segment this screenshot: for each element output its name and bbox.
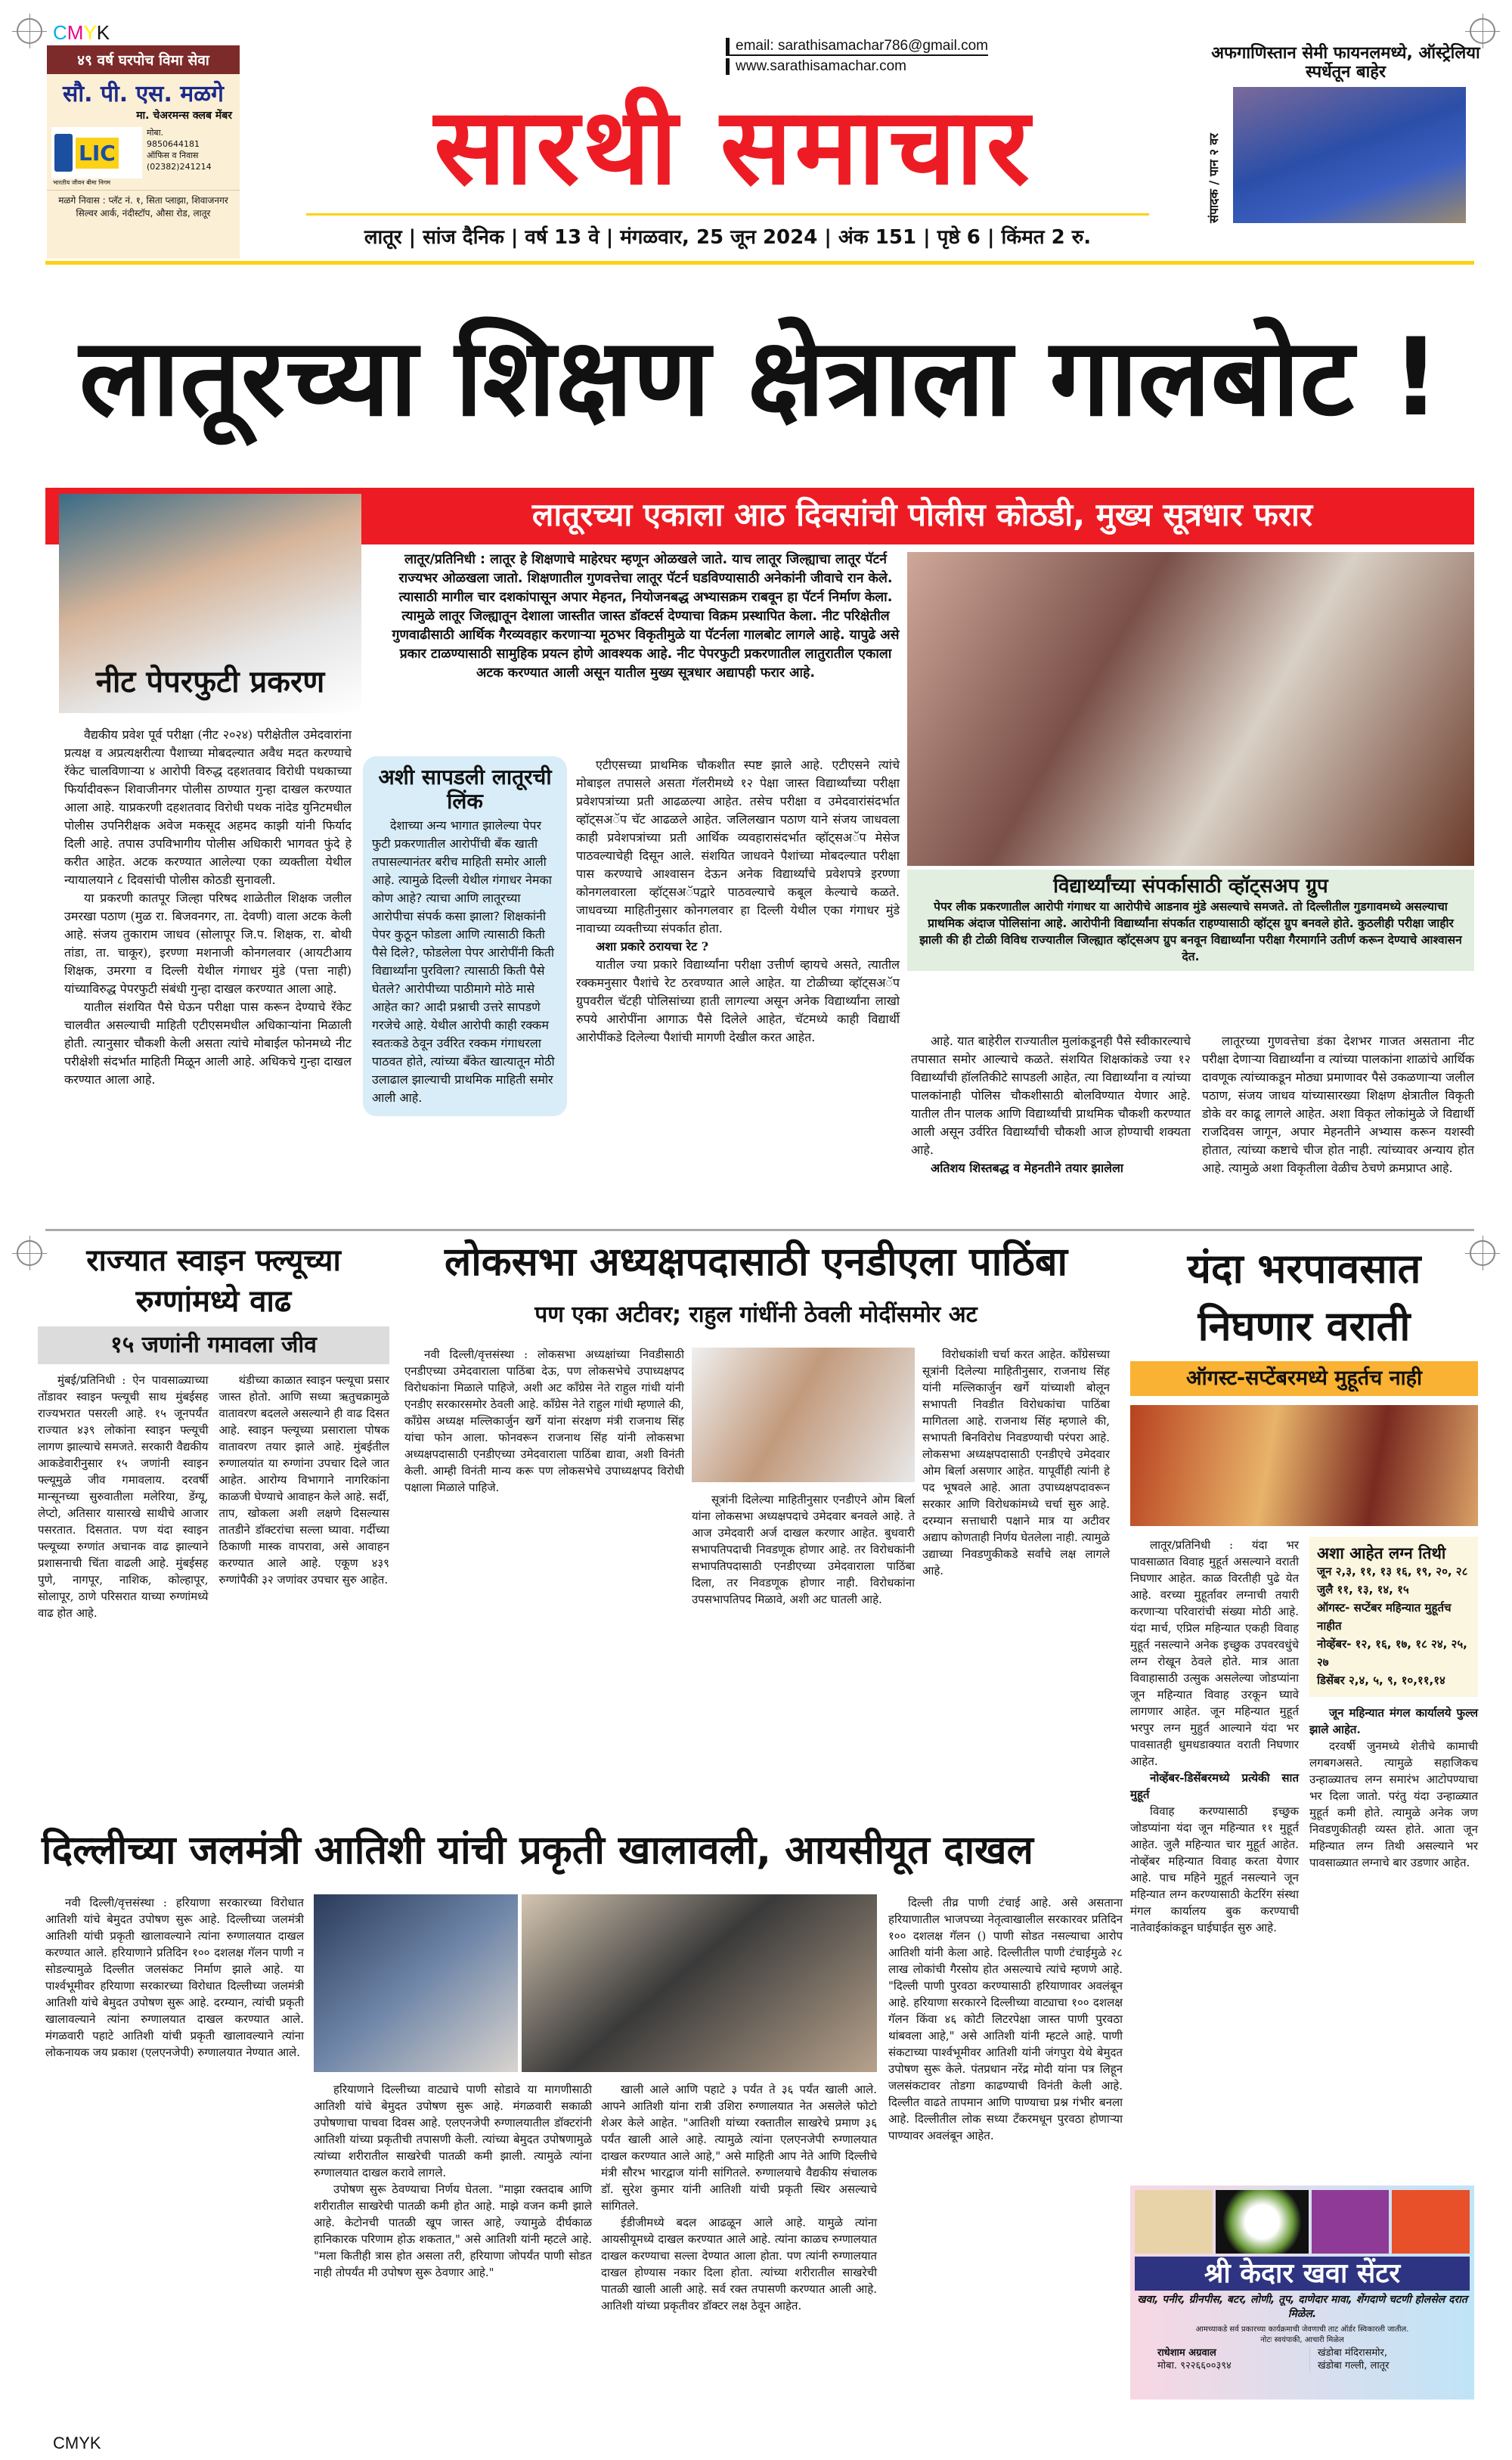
khava-photo bbox=[1135, 2190, 1213, 2254]
paragraph: वैद्यकीय प्रवेश पूर्व परीक्षा (नीट २०२४) परीक्षेतील उमेदवारांना प्रत्यक्ष व अप्रत्यक्षरीत्या पैशाच्या मोबदल्यात अवैध मदत करण्याचे रॅकेट चालविणाऱ्या ४ आरोपी विरुद्ध दहशतवाद विरोधी पथकाच्या फिर्यादीवरून शिवाजीनगर पोलीस ठाण्यात गुन्हा दाखल करण्यात आला आहे. याप्रकरणी दहशतवाद विरोधी पथक नांदेड युनिटमधील पोलीस उपनिरीक्षक अवेज मकसूद अहमद काझी यांनी फिर्याद दिली आहे. तपास उपविभागीय पोलीस अधिकारी भागवत फुंदे हे करीत आहेत. अटक करण्यात आलेल्या एका व्यक्तीला येथील न्यायालयाने ८ दिवसांची पोलीस कोठडी सुनावली. bbox=[64, 727, 352, 887]
ad-mobile: मोबा. ९२२६६००३९४ bbox=[1157, 2360, 1232, 2372]
agent-title: मा. चेअरमन्स क्लब मेंबर bbox=[136, 110, 232, 122]
swine-flu-headline[interactable]: राज्यात स्वाइन फ्ल्यूच्या रुग्णांमध्ये वाढ bbox=[86, 1243, 341, 1319]
contact-info bbox=[726, 38, 988, 75]
editor-vertical-text: संपादक / पान २ वर bbox=[1207, 132, 1221, 223]
latur-link-box bbox=[363, 756, 567, 1116]
wedding-column-2 bbox=[1309, 1705, 1478, 1871]
swine-flu-subhead: १५ जणांनी गमावला जीव bbox=[38, 1326, 389, 1364]
cricket-team-photo bbox=[1233, 87, 1466, 223]
box-text: देशाच्या अन्य भागात झालेल्या पेपर फुटी प्रकरणातील आरोपींची बँक खाती तपासल्यानंतर बरीच माहिती समोर आली आहे. त्यामुळे दिल्ली येथील गंगाधर नेमका कोण आहे? त्याचा आणि लातूरच्या आरोपीचा संपर्क कसा झाला? शिक्षकांनी पेपर कुठून फोडला आणि त्यासाठी किती पैसे दिले?, फोडलेला पेपर आरोपींनी किती विद्यार्थ्यांना पुरविला? त्यासाठी किती पैसे घेतले? आरोपीच्या पाठीमागे मोठे मासे आहेत का? आदी प्रश्नाची उत्तरे सापडणे गरजेचे आहे. येथील आरोपी काही रक्कम स्वतःकडे ठेवून उर्वरित रक्कम गंगाधरला पाठवत होते, त्यांच्या बँकेत खात्यातून मोठी उलाढाल झाल्याची प्राथमिक माहिती समोर आली आहे. bbox=[372, 818, 555, 1106]
lead-column-5 bbox=[1202, 1032, 1474, 1177]
wedding-date-line: जुलै ११, १३, १४, १५ bbox=[1317, 1583, 1409, 1597]
chutney-photo bbox=[1392, 2190, 1470, 2254]
wedding-date-line: ऑगस्ट- सप्टेंबर महिन्यात मुहूर्तच नाहीत bbox=[1317, 1601, 1452, 1633]
ad-catering: आमच्याकडे सर्व प्रकारच्या कार्यक्रमाची जेवणाची ताट ऑर्डर स्विकारली जातील. bbox=[1195, 2325, 1409, 2334]
masthead-rule bbox=[306, 213, 1149, 216]
cmyk-mark-bottom: CMYK bbox=[53, 2434, 101, 2452]
paragraph: अशा प्रकारे ठरायचा रेट ? bbox=[596, 939, 709, 954]
hospital-photo bbox=[314, 1894, 518, 2072]
ad-products: खवा, पनीर, ग्रीनपीस, बटर, लोणी, तूप, दाणेदार मावा, शेंगदाणे चटणी होलसेल दरात मिळेल. bbox=[1137, 2294, 1467, 2321]
masthead-title: सारथी समाचार bbox=[434, 85, 1033, 209]
atishi-headline[interactable]: दिल्लीच्या जलमंत्री आतिशी यांची प्रकृती खालावली, आयसीयूत दाखल bbox=[42, 1828, 1033, 1873]
paragraph: अतिशय शिस्तबद्ध व मेहनतीने तयार झालेला bbox=[931, 1161, 1123, 1175]
paragraph: आहे. यात बाहेरील राज्यातील मुलांकडूनही पैसे स्वीकारल्याचे तपासात समोर आल्याचे कळते. संशयित शिक्षकांकडे ज्या १२ विद्यार्थ्यांची हॉलतिकीटे सापडली आहेत, त्या विद्यार्थ्यांना व त्यांच्या पालकांनाही पोलिस चौकशीसाठी बोलविण्यात येणार आहे. यातील तीन पालक आणि विद्यार्थ्यांची प्राथमिक चौकशी करण्यात आली असून उर्वरित विद्यार्थ्यांची चौकशी आज होण्याची शक्यता आहे. bbox=[911, 1034, 1191, 1157]
wedding-dates-box bbox=[1309, 1537, 1478, 1697]
wedding-subhead: ऑगस्ट-सप्टेंबरमध्ये मुहूर्तच नाही bbox=[1130, 1361, 1478, 1396]
lead-column-1 bbox=[64, 726, 352, 1089]
paragraph: दिल्ली तीव्र पाणी टंचाई आहे. असे असताना हरियाणातील भाजपच्या नेतृत्वाखालील सरकारवर प्रतिदिन १०० दशलक्ष गॅलन () पाणी सोडत नसल्याचा आरोप आतिशी यांनी केला आहे. दिल्लीतील पाणी टंचाईमुळे २८ लाख लोकांची गैरसोय होत असल्याचे त्यांचे म्हणणे आहे. "दिल्ली पाणी पुरवठा करण्यासाठी हरियाणावर अवलंबून आहे. हरियाणा सरकारने दिल्लीच्या वाट्याचा १०० दशलक्ष गॅलन किंवा ४६ कोटी लिटरपेक्षा जास्त पाणी पुरवठा थांबवला आहे," असे आतिशी यांनी म्हटले आहे. पाणी संकटाच्या पार्श्वभूमीवर आतिशी यांनी जंगपुरा येथे बेमुदत उपोषण सुरू केले. पंतप्रधान नरेंद्र मोदी यांना पत्र लिहून जलसंकटावर तोडगा काढण्याची विनंती केली आहे. दिल्लीत वाढते तापमान आणि पाण्याचा प्रश्न गंभीर बनला आहे. दिल्लीतील लोक सध्या टँकरमधून पुरवठा होणाऱ्या पाण्यावर अवलंबून आहेत. bbox=[888, 1896, 1123, 2142]
box-title: विद्यार्थ्यांच्या संपर्कासाठी व्हॉट्सअप ग्रुप bbox=[1053, 875, 1328, 898]
email[interactable]: email: sarathisamachar786@gmail.com bbox=[726, 38, 988, 56]
ad-address-1: खंडोबा मंदिरासमोर, bbox=[1318, 2347, 1387, 2359]
paragraph: या प्रकरणी कातपूर जिल्हा परिषद शाळेतील शिक्षक जलील उमरखा पठाण (मुळ रा. बिजवनगर, ता. देवणी) वाला अटक केली आहे. संजय तुकाराम जाधव (सोलापूर जि.प. शिक्षक, रा. बोथी तांडा, ता. चाकूर), इरण्णा मशनाजी कोनगलवार (आयटीआय शिक्षक, उमरगा व दिल्ली येथील गंगाधर मुंडे (पत्ता नाही) यांच्याविरुद्ध पेपरफुटी संबंधी गुन्हा दाखल करण्यात आला आहे. bbox=[64, 891, 352, 996]
lead-headline[interactable]: लातूरच्या शिक्षण क्षेत्राला गालबोट ! bbox=[79, 315, 1441, 440]
lic-emblem-icon bbox=[54, 134, 73, 172]
ad-note: नोटः स्वयंपाकी, आचारी मिळेल bbox=[1260, 2336, 1344, 2345]
protest-photo bbox=[907, 552, 1474, 866]
swine-flu-body bbox=[38, 1372, 389, 1621]
paragraph: सूत्रांनी दिलेल्या माहितीनुसार एनडीएने ओम बिर्ला यांना लोकसभा अध्यक्षपदाचे उमेदवार बनवले आहे. ते आज उमेदवारी अर्ज दाखल करणार आहेत. बुधवारी सभापतिपदाची निवडणूक होणार आहे. तर विरोधकांनी सभापतिपदासाठी एनडीएच्या उमेदवाराला पाठिंबा दिला, तर निवडणूक होणार नाही. विरोधकांना उपसभापतिपद मिळावे, अशी अट घातली आहे. bbox=[692, 1493, 915, 1606]
swine-flu-story bbox=[38, 1240, 389, 1621]
ad-address-2: खंडोबा गल्ली, लातूर bbox=[1318, 2360, 1390, 2372]
wedding-date-line: नोव्हेंबर- १२, १६, १७, १८ २४, २५, २७ bbox=[1317, 1637, 1467, 1670]
atishi-column-3 bbox=[601, 2081, 877, 2314]
speaker-column-2 bbox=[692, 1491, 915, 1608]
rahul-gandhi-photo bbox=[692, 1348, 915, 1482]
atishi-column-4 bbox=[888, 1894, 1123, 2144]
paragraph: नवी दिल्ली/वृत्तसंस्था : हरियाणा सरकारच्या विरोधात आतिशी यांचे बेमुदत उपोषण सुरू आहे. दिल्लीच्या जलमंत्री आतिशी यांची प्रकृती खालावल्याने त्यांना रुग्णालयात दाखल करण्यात आले. हरियाणाने प्रतिदिन १०० दशलक्ष गॅलन पाणी न सोडल्यामुळे दिल्लीत जलसंकट निर्माण झाले आहे. या पार्श्वभूमीवर हरियाणा सरकारच्या विरोधात दिल्लीच्या जलमंत्री आतिशी यांचे बेमुदत उपोषण सुरू आहे. दरम्यान, त्यांची प्रकृती खालावल्याने त्यांना रुग्णालयात दाखल करण्यात आले. मंगळवारी पहाटे आतिशी यांची प्रकृती खालावल्याने त्यांना लोकनायक जय प्रकाश (एलएनजेपी) रुग्णालयात नेण्यात आले. bbox=[45, 1896, 304, 2059]
atishi-photo bbox=[522, 1894, 877, 2072]
kedar-khava-advertisement bbox=[1130, 2185, 1474, 2400]
dateline: लातूर | सांज दैनिक | वर्ष 13 वे | मंगळवार, 25 जून 2024 | अंक 151 | पृष्ठे 6 | किंमत 2 रु. bbox=[364, 226, 1092, 249]
mobile-label: मोबा. bbox=[147, 128, 164, 138]
registration-mark-icon bbox=[17, 18, 42, 44]
top-right-story bbox=[1206, 44, 1486, 223]
photo-caption: नीट पेपरफुटी प्रकरण bbox=[95, 665, 325, 700]
paragraph: ईडीजीमध्ये बदल आढळून आले आहे. यामुळे त्यांना आयसीयूमध्ये दाखल करण्यात आले आहे. त्यांना काळच रुग्णालयात दाखल करण्याचा सल्ला देण्यात आला होता. पण त्यांनी रुग्णालयात दाखल होण्यास नकार दिला होता. त्यांच्या शरीरातील साखरेची पातळी खाली आली आहे. सर्व रक्त तपासणी करण्यात आली आहे. आतिशी यांच्या प्रकृतीवर डॉक्टर लक्ष ठेवून आहेत. bbox=[601, 2216, 877, 2313]
wedding-date-line: जून २,३, ११, १३ १६, १९, २०, २८ bbox=[1317, 1565, 1468, 1579]
cmyk-mark: CMYK bbox=[53, 21, 110, 44]
paragraph: विवाह करण्यासाठी इच्छुक जोडप्यांना यंदा जून महिन्यात ११ मुहूर्त आहेत. जुलै महिन्यात चार मुहूर्त आहेत. नोव्हेंबर महिन्यात विवाह करता येणार आहे. पाच महिने मुहूर्त नसल्याने जून महिन्यात लग्न करण्यासाठी केटरिंग संस्था मंगल कार्यालय बुक करण्याची नातेवाईकांकडून घाईघाईत सुरु आहे. bbox=[1130, 1804, 1299, 1934]
ad-shop-name: श्री केदार खवा सेंटर bbox=[1135, 2257, 1470, 2291]
paneer-photo bbox=[1216, 2190, 1309, 2254]
paragraph: लातूरच्या गुणवत्तेचा डंका देशभर गाजत असताना नीट परीक्षा देणाऱ्या विद्यार्थ्यांना व त्यांच्या पालकांना शाळांचे आर्थिक दावणूक त्यांच्याकडून मोठ्या प्रमाणावर पैसे उकळणाऱ्या जलील पठाण, संजय जाधव यांच्यासारख्या शिक्षण क्षेत्रातील विकृती डोके वर काढू लागले आहेत. अशा विकृत लोकांमुळे जे विद्यार्थी राजदिवस जागून, अपार मेहनतीने अभ्यास करून यशस्वी होतात, त्यांच्या कष्टाचे चीज होत नाही. त्यांच्यावर अन्याय होत आहे. त्यामुळे अशा विकृतीला वेळीच ठेचणे क्रमप्राप्त आहे. bbox=[1202, 1034, 1474, 1175]
lead-column-4 bbox=[911, 1032, 1191, 1177]
paragraph: जून महिन्यात मंगल कार्यालये फुल्ल झाले आहेत. bbox=[1309, 1706, 1478, 1737]
office-phone: (02382)241214 bbox=[147, 162, 212, 172]
whatsapp-group-box bbox=[907, 870, 1474, 971]
wedding-date-line: डिसेंबर २,४, ५, ९, १०,११,१४ bbox=[1317, 1674, 1445, 1688]
section-divider bbox=[45, 1229, 1474, 1231]
speaker-column-1 bbox=[404, 1346, 684, 1496]
box-title: अशी सापडली लातूरची लिंक bbox=[378, 765, 552, 814]
lead-banner-text: लातूरच्या एकाला आठ दिवसांची पोलीस कोठडी, मुख्य सूत्रधार फरार bbox=[531, 496, 1313, 533]
lead-intro: लातूर/प्रतिनिधी : लातूर हे शिक्षणाचे माहेरघर म्हणून ओळखले जाते. याच लातूर जिल्ह्याचा लातूर पॅटर्न राज्यभर ओळखला जातो. शिक्षणातील गुणवत्तेचा लातूर पॅटर्न घडविण्यासाठी अनेकांनी जीवाचे रान केले. त्यासाठी मागील चार दशकांपासून अपार मेहनत, नियोजनबद्ध अभ्यासक्रम राबवून हा पॅटर्न निर्माण केला. त्यामुळे लातूर जिल्ह्यातून देशाला जास्तीत जास्त डॉक्टर्स देण्याचा विक्रम प्रस्थापित केला. नीट परिक्षेतील गुणवाढीसाठी आर्थिक गैरव्यवहार करणाऱ्या मूठभर विकृतीमुळे या पॅटर्नला गालबोट लागले आहे. यापुढे असे प्रकार टाळण्यासाठी सामुहिक प्रयत्न होणे आवश्यक आहे. नीट पेपरफुटी प्रकरणातील लातुरातील एकाला अटक करण्यात आली असून यातील मुख्य सूत्रधार अद्यापही फरार आहे. bbox=[392, 552, 900, 681]
wedding-photo bbox=[1130, 1405, 1478, 1526]
paragraph: थंडीच्या काळात स्वाइन फ्ल्यूचा प्रसार जास्त होतो. आणि सध्या ऋतुचक्रामुळे वातावरण बदलले असल्याने ही वाढ दिसत आहे. स्वाइन फ्ल्यूच्या प्रसाराला पोषक वातावरण तयार झाले आहे. मुंबईतील रुग्णालयांत या रुग्णांना उपचार दिले जात आहेत. आरोग्य विभागाने नागरिकांना काळजी घेण्याचे आवाहन केले आहे. सर्दी, ताप, खोकला अशी लक्षणे दिसल्यास तातडीने डॉक्टरांचा सल्ला घ्यावा. गर्दीच्या ठिकाणी मास्क वापरावा, असे आवाहन करण्यात आले आहे. एकूण ४३९ रुग्णांपैकी ३२ जणांवर उपचार सुरु आहेत. bbox=[218, 1373, 389, 1587]
paragraph: हरियाणाने दिल्लीच्या वाट्याचे पाणी सोडावे या मागणीसाठी आतिशी यांचे बेमुदत उपोषण सुरू आहे. मंगळवारी सकाळी उपोषणाचा पाचवा दिवस आहे. एलएनजेपी रुग्णालयातील डॉक्टरांनी आतिशी यांच्या प्रकृतीची तपासणी केली. त्यांच्या बेमुदत उपोषणामुळे त्यांच्या शरीरातील साखरेची पातळी कमी झाली. त्यामुळे त्यांना रुग्णालयात दाखल करावे लागले. bbox=[314, 2083, 592, 2179]
afghanistan-headline[interactable]: अफगाणिस्तान सेमी फायनलमध्ये, ऑस्ट्रेलिया स्पर्धेतून बाहेर bbox=[1211, 44, 1480, 82]
mobile-number: 9850644181 bbox=[147, 139, 200, 149]
agent-name: सौ. पी. एस. मळगे bbox=[63, 81, 224, 107]
lic-logo-subtitle: भारतीय जीवन बीमा निगम bbox=[53, 179, 111, 186]
lic-advertisement bbox=[47, 45, 240, 259]
agent-address: मळगे निवास : प्लॅट नं. १, सिता प्लाझा, शिवाजनगर सिल्वर आर्क, नंदीस्टॉप, औसा रोड, लातूर bbox=[47, 190, 240, 222]
box-title: अशा आहेत लग्न तिथी bbox=[1317, 1544, 1446, 1562]
wedding-headline[interactable]: यंदा भरपावसात निघणार वराती bbox=[1187, 1245, 1421, 1350]
paragraph: एटीएसच्या प्राथमिक चौकशीत स्पष्ट झाले आहे. एटीएसने त्यांचे मोबाइल तपासले असता गॅलरीमध्ये १२ पेक्षा जास्त विद्यार्थ्यांच्या परीक्षा प्रवेशपत्रांच्या प्रती आढळल्या आहेत. तसेच परीक्षा व उमेदवारांसंदर्भात व्हॉट्सअॅप चॅट आढळले आहेत. जलिलखान पठाण याने संजय जाधवला काही प्रवेशपत्रांच्या प्रती आर्थिक व्यवहारासंदर्भात व्हॉट्सअॅप मेसेज पाठवल्याचेही दिसून आले. संशयित जाधवने पैशांच्या मोबदल्यात परीक्षा पास करण्याचे आश्वासन देऊन अनेक विद्यार्थ्यांचे प्रवेशपत्रे इरण्णा कोनगलवारला व्हॉट्सअॅपद्वारे पाठवल्याचे कबूल केल्याचे कळते. जाधवच्या माहितीनुसार कोनगलवार हा दिल्ली येथील एका गंगाधर मुंडे नावाच्या व्यक्तीच्या संपर्कात होता. bbox=[576, 758, 900, 935]
exam-pencil-photo bbox=[59, 494, 361, 713]
wedding-column-1 bbox=[1130, 1537, 1299, 1936]
paragraph: दरवर्षी जुनमध्ये शेतीचे कामाची लगबगअसते. त्यामुळे सहाजिकच उन्हाळ्यातच लग्न समारंभ आटोपण्याचा भर दिला जातो. परंतु यंदा उन्हाळ्यात मुहूर्त कमी होते. त्यामुळे अनेक जण निवडणुकीतही व्यस्त होते. आता जून महिन्यात लग्न तिथी असल्याने भर पावसाळ्यात लग्नाचे बार उडणार आहेत. bbox=[1309, 1739, 1478, 1870]
wedding-dates-list bbox=[1317, 1562, 1470, 1689]
paragraph: नोव्हेंबर-डिसेंबरमध्ये प्रत्येकी सात मुहूर्त bbox=[1130, 1771, 1299, 1801]
header-rule bbox=[45, 261, 1474, 265]
paragraph: खाली आले आणि पहाटे ३ पर्यंत ते ३६ पर्यंत खाली आले. आपने आतिशी यांना रात्री उशिरा रुग्णालयात नेत असलेले फोटो शेअर केले आहेत. "आतिशी यांच्या रक्तातील साखरेचे प्रमाण ३६ पर्यंत खाली आले आहे. त्यामुळे त्यांना एलएनजेपी रुग्णालयात दाखल करण्यात आले आहे," असे माहिती आप नेते आणि दिल्लीचे मंत्री सौरभ भारद्वाज यांनी सांगितले. रुग्णालयाचे वैद्यकीय संचालक डॉ. सुरेश कुमार यांनी आतिशी यांची प्रकृती स्थिर असल्याचे सांगितले. bbox=[601, 2083, 877, 2213]
atishi-column-2 bbox=[314, 2081, 592, 2281]
ad-tagline: ४९ वर्ष घरपोच विमा सेवा bbox=[47, 45, 240, 74]
paragraph: नवी दिल्ली/वृत्तसंस्था : लोकसभा अध्यक्षांच्या निवडीसाठी एनडीएच्या उमेदवाराला पाठिंबा देऊ, पण लोकसभेचे उपाध्यक्षपद विरोधकांना मिळाले पाहिजे, अशी अट काँग्रेस नेते राहुल गांधी यांनी एनडीए सरकारसमोर ठेवली आहे. काँग्रेस नेते राहुल गांधी म्हणाले की, काँग्रेस अध्यक्ष मल्लिकार्जुन खर्गे यांना संरक्षण मंत्री राजनाथ सिंह यांचा फोन आला. फोनवरून राजनाथ सिंह यांनी लोकसभा अध्यक्षपदासाठी एनडीएच्या उमेदवाराला पाठिंबा द्यावा, अशी विनंती केली. आम्ही विनंती मान्य करू पण लोकसभेचे उपाध्यक्षपद विरोधी पक्षाला मिळाले पाहिजे. bbox=[404, 1348, 684, 1494]
website[interactable]: www.sarathisamachar.com bbox=[726, 58, 988, 75]
paragraph: यातील संशयित पैसे घेऊन परीक्षा पास करून देण्याचे रॅकेट चालवीत असल्याची माहिती एटीएसमधील अधिकाऱ्यांना मिळाली होती. त्यानुसार चौकशी केली असता त्यांचे मोबाईल फोनमध्ये नीट परीक्षेशी संदर्भात माहिती मिळून आली आहे. अधिकचे गुन्हा दाखल करण्यात आला आहे. bbox=[64, 1000, 352, 1087]
speaker-column-3 bbox=[922, 1346, 1110, 1579]
paragraph: विरोधकांशी चर्चा करत आहेत. काँग्रेसच्या सूत्रांनी दिलेल्या माहितीनुसार, राजनाथ सिंह यांनी मल्लिकार्जुन खर्गे यांच्याशी बोलून सभापती निवडीत विरोधकांचा पाठिंबा मागितला आहे. राजनाथ सिंह म्हणाले की, सभापती बिनविरोध निवडण्याची परंपरा आहे. लोकसभा अध्यक्षपदासाठी एनडीएचे उमेदवार ओम बिर्ला असणार आहेत. यापूर्वीही त्यांनी हे पद भूषवले आहे. आता उपाध्यक्षपदावरून सरकार आणि विरोधकांमध्ये चर्चा सुरु आहे. दरम्यान सत्ताधारी पक्षाने मात्र या अटीवर अद्याप कोणताही निर्णय घेतलेला नाही. त्यामुळे उद्याच्या निवडणुकीकडे सर्वांचे लक्ष लागले आहे. bbox=[922, 1348, 1110, 1577]
paragraph: उपोषण सुरू ठेवण्याचा निर्णय घेतला. "माझा रक्तदाब आणि शरीरातील साखरेची पातळी कमी होत आहे. माझे वजन कमी झाले आहे. केटोनची पातळी खूप जास्त आहे, ज्यामुळे दीर्घकाळ हानिकारक परिणाम होऊ शकतात," असे आतिशी यांनी म्हटले आहे. "मला कितीही त्रास होत असला तरी, हरियाणा जोपर्यंत पाणी सोडत नाही तोपर्यंत मी उपोषण सुरू ठेवणार आहे." bbox=[314, 2182, 592, 2279]
lead-column-3 bbox=[576, 756, 900, 1047]
lic-logo: LIC bbox=[51, 127, 142, 178]
paragraph: यातील ज्या प्रकारे विद्यार्थ्यांना परीक्षा उत्तीर्ण व्हायचे असते, त्यातील रक्कमनुसार पैशांचे रेट ठरवण्यात आले आहेत. या टोळीच्या व्हॉट्सअॅप ग्रुपवरील चॅटही पोलिसांच्या हाती लागल्या असून अनेक विद्यार्थ्यांना लाखो रुपये आरोपींना आगाऊ पैसे दिलेले आहेत, चॅटमध्ये काही विद्यार्थी आरोपींकडे दिलेल्या पैशांची मागणी देखील करत आहेत. bbox=[576, 957, 900, 1044]
ghee-photo bbox=[1312, 2190, 1390, 2254]
ad-owner: राधेशाम अग्रवाल bbox=[1157, 2347, 1216, 2359]
speaker-headline[interactable]: लोकसभा अध्यक्षपदासाठी एनडीएला पाठिंबा bbox=[444, 1239, 1067, 1285]
speaker-subhead: पण एका अटीवर; राहुल गांधींनी ठेवली मोदींसमोर अट bbox=[534, 1301, 978, 1328]
paragraph: मुंबई/प्रतिनिधी : ऐन पावसाळ्याच्या तोंडावर स्वाइन फ्ल्यूची साथ मुंबईसह राज्यभरात पसरली आहे. १५ जूनपर्यंत राज्यात ४३९ लोकांना स्वाइन फ्ल्यूची लागण झाल्याचे समजते. सरकारी वैद्यकीय आकडेवारीनुसार १५ जणांनी स्वाइन फ्ल्यूमुळे जीव गमावलाय. दरवर्षी मान्सूनच्या सुरुवातीला मलेरिया, डेंग्यू, लेप्टो, अतिसार यासारखे साथीचे आजार पसरतात. दिसतात. पण यंदा स्वाइन फ्ल्यूच्या रुग्णांत अचानक वाढ झाल्याने प्रशासनाची चिंता वाढली आहे. मुंबईसह पुणे, नागपूर, नाशिक, कोल्हापूर, सोलापूर, ठाणे परिसरात याच्या रुग्णांमध्ये वाढ होत आहे. bbox=[38, 1373, 209, 1620]
office-label: ऑफिस व निवास bbox=[147, 150, 199, 160]
paragraph: लातूर/प्रतिनिधी : यंदा भर पावसाळात विवाह मुहूर्त असल्याने वराती निघणार आहेत. काळ विरतीही पुढे येत आहे. वरच्या मुहूर्तावर लग्नाची तयारी करणाऱ्या परिवारांची संख्या मोठी आहे. यंदा मार्च, एप्रिल महिन्यात एकही विवाह मुहूर्त नसल्याने अनेक इच्छुक उपवरवधुंचे लग्न रोखून ठेवले होते. मात्र आता विवाहासाठी उत्सुक असलेल्या जोडप्यांना जून महिन्यात विवाह उरकून घ्यावे लागणार आहेत. जून महिन्यात मुहूर्त भरपुर लग्न मुहुर्त आल्याने यंदा भर पावसातही धुमधडाक्यात वराती निघणार आहेत. bbox=[1130, 1538, 1299, 1768]
box-text: पेपर लीक प्रकरणातील आरोपी गंगाधर या आरोपीचे आडनाव मुंडे असल्याचे समजते. तो दिल्लीतील गुडगावमध्ये असल्याचा प्राथमिक अंदाज पोलिसांना आहे. आरोपीनी विद्यार्थ्यांना संपर्कात राहण्यासाठी व्हॉट्स ग्रुप बनवले होते. कुठलीही परीक्षा जाहीर झाली की ही टोळी विविध राज्यातील जिल्ह्यात व्हॉट्सअप ग्रुप बनवून विद्यार्थ्यांना परीक्षा गैरमार्गाने उतीर्ण करून देण्याचे आश्वासन देत. bbox=[919, 899, 1462, 963]
registration-mark-icon bbox=[1470, 18, 1495, 44]
wedding-story bbox=[1126, 1240, 1482, 1936]
atishi-column-1 bbox=[45, 1894, 304, 2061]
